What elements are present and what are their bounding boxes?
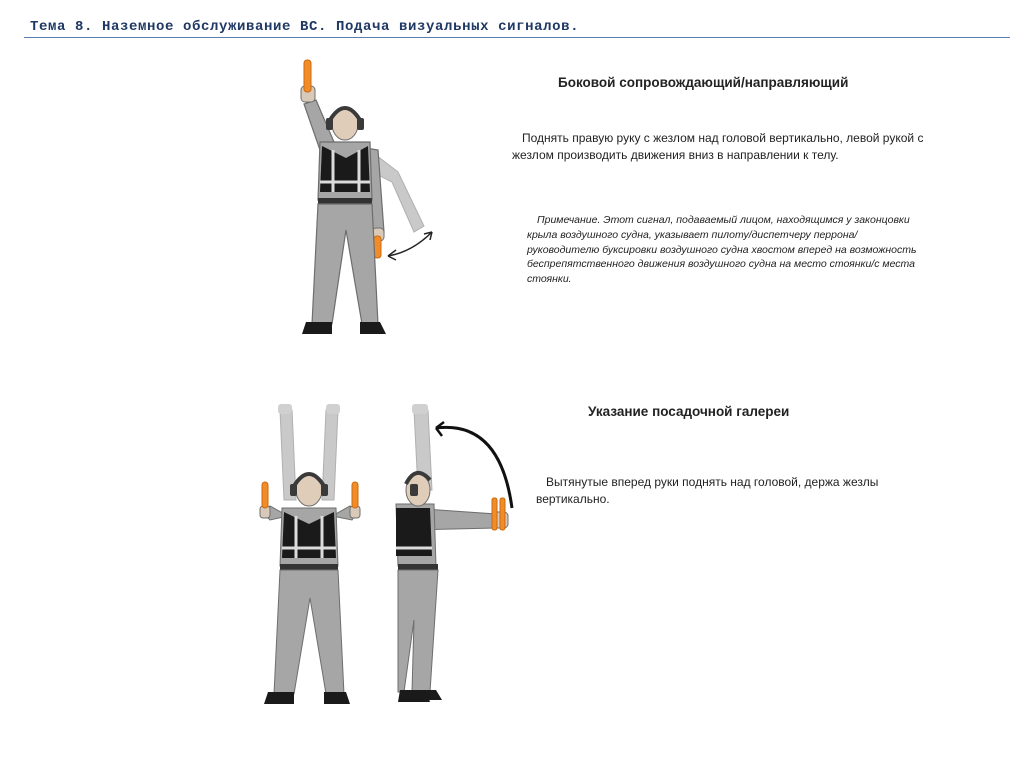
slide-header: Тема 8. Наземное обслуживание ВС. Подача визуальных сигналов. [30, 19, 580, 35]
signal-description: Поднять правую руку с жезлом над головой вертикально, левой рукой с жезлом производить движения вниз в направлении к телу. [512, 131, 924, 162]
belt [398, 564, 438, 570]
orange-wand [500, 498, 505, 530]
signal-description: Вытянутые вперед руки поднять над головой, держа жезлы вертикально. [536, 475, 879, 506]
signal-title: Боковой сопровождающий/направляющий [558, 75, 849, 90]
signal-title: Указание посадочной галереи [588, 404, 790, 419]
motion-arrow [436, 427, 512, 508]
signal-note: Примечание. Этот сигнал, подаваемый лицом, находящимся у законцовки крыла воздушного судна, указывает пилоту/диспетчеру перрона/руководителю буксировки воздушного судна хвостом вперед на возможность беспрепятственного движения воздушного судна на место стоянки/с места стоянки. [527, 214, 917, 286]
legs [398, 570, 438, 692]
shoes [398, 690, 442, 702]
orange-wand [492, 498, 497, 530]
